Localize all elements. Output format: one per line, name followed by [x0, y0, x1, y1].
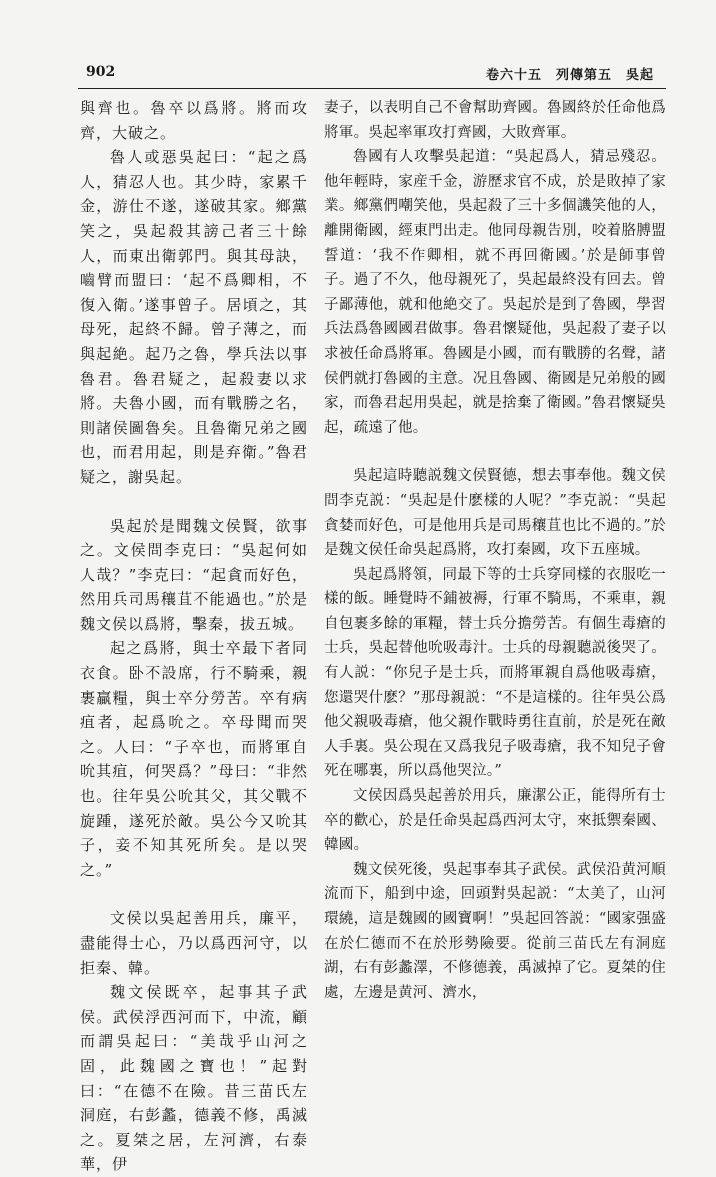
classical-paragraph: 魏文侯既卒，起事其子武侯。武侯浮西河而下，中流，顧而謂吳起曰：“美哉乎山河之固，此魏國之寶也！”起對曰：“在德不在險。昔三苗氏左洞庭，右彭蠡，德義不修，禹滅之。夏桀之居，左河濟，右泰華，伊 — [80, 983, 308, 1174]
translation-paragraph: 吳起爲將領，同最下等的士兵穿同樣的衣服吃一樣的飯。睡覺時不鋪被褥，行軍不騎馬，不乘車，親自包裹多餘的軍糧，替士兵分擔勞苦。有個生毒瘡的士兵，吳起替他吮吸毒汁。士兵的母親聽説後哭了。有人説：“你兒子是士兵，而將軍親自爲他吸毒瘡，您還哭什麽？”那母親説：“不是這樣的。往年吳公爲他父親吸毒瘡，他父親作戰時勇往直前，於是死在敵人手裏。吳公現在又爲我兒子吸毒瘡，我不知兒子會死在哪裏，所以爲他哭泣。” — [324, 566, 666, 780]
translation-column — [324, 96, 666, 1005]
classical-text-column — [80, 96, 308, 1177]
translation-paragraph: 妻子，以表明自己不會幫助齊國。魯國終於任命他爲將軍。吳起率軍攻打齊國，大敗齊軍。 — [324, 100, 666, 141]
translation-paragraph: 吳起這時聽説魏文侯賢德，想去事奉他。魏文侯問李克説：“吳起是什麽樣的人呢？”李克説：“吳起貪婪而好色，可是他用兵是司馬穰苴也比不過的。”於是魏文侯任命吳起爲將，攻打秦國，攻下五座城。 — [324, 468, 666, 559]
classical-paragraph: 文侯以吳起善用兵，廉平，盡能得士心，乃以爲西河守，以拒秦、韓。 — [80, 909, 308, 977]
classical-paragraph: 魯人或惡吳起曰：“起之爲人，猜忍人也。其少時，家累千金，游仕不遂，遂破其家。鄉黨笑之，吳起殺其謗己者三十餘人，而東出衛郭門。與其母訣，嚙臂而盟曰：‘起不爲卿相，不復入衛。’遂事曾子。居頃之，其母死，起終不歸。曾子薄之，而與起絶。起乃之魯，學兵法以事魯君。魯君疑之，起殺妻以求將。夫魯小國，而有戰勝之名，則諸侯圖魯矣。且魯衛兄弟之國也，而君用起，則是弃衛。”魯君疑之，謝吳起。 — [80, 148, 308, 486]
classical-paragraph: 與齊也。魯卒以爲將。將而攻齊，大破之。 — [80, 99, 308, 142]
page-header — [78, 60, 664, 86]
running-title: 卷六十五 列傳第五 吳起 — [485, 68, 654, 83]
page-number: 902 — [86, 64, 116, 80]
translation-paragraph: 魏文侯死後，吳起事奉其子武侯。武侯沿黄河順流而下，船到中途，回頭對吳起説：“太美了，山河環繞，這是魏國的國寶啊！”吳起回答説：“國家强盛在於仁德而不在於形勢險要。從前三苗氏左有洞庭湖，右有彭蠡澤，不修德義，禹滅掉了它。夏桀的住處，左邊是黄河、濟水， — [324, 861, 666, 1001]
classical-paragraph: 吳起於是聞魏文侯賢，欲事之。文侯問李克曰：“吳起何如人哉？”李克曰：“起貪而好色，然用兵司馬穰苴不能過也。”於是魏文侯以爲將，擊秦，拔五城。 — [80, 516, 308, 633]
translation-paragraph: 文侯因爲吳起善於用兵，廉潔公正，能得所有士卒的歡心，於是任命吳起爲西河太守，來抵禦秦國、韓國。 — [324, 788, 666, 854]
header-rule — [78, 88, 666, 89]
translation-paragraph: 魯國有人攻擊吳起道：“吳起爲人，猜忌殘忍。他年輕時，家産千金，游歷求官不成，於是敗掉了家業。鄉黨們嘲笑他，吳起殺了三十多個譏笑他的人，離開衛國，經東門出走。他同母親告別，咬着胳膊盟誓道：‘我不作卿相，就不再回衛國。’於是師事曾子。過了不久，他母親死了，吳起最終没有回去。曾子鄙薄他，就和他絶交了。吳起於是到了魯國，學習兵法爲魯國國君做事。魯君懷疑他，吳起殺了妻子以求被任命爲將軍。魯國是小國，而有戰勝的名聲，諸侯們就打魯國的主意。况且魯國、衛國是兄弟般的國家，而魯君起用吳起，就是捨棄了衛國。”魯君懷疑吳起，疏遠了他。 — [324, 149, 666, 436]
classical-paragraph: 起之爲將，與士卒最下者同衣食。卧不設席，行不騎乘，親裹贏糧，與士卒分勞苦。卒有病疽者，起爲吮之。卒母聞而哭之。人曰：“子卒也，而將軍自吮其疽，何哭爲？”母曰：“非然也。往年吳公吮其父，其父戰不旋踵，遂死於敵。吳公今又吮其子，妾不知其死所矣。是以哭之。” — [80, 639, 308, 879]
